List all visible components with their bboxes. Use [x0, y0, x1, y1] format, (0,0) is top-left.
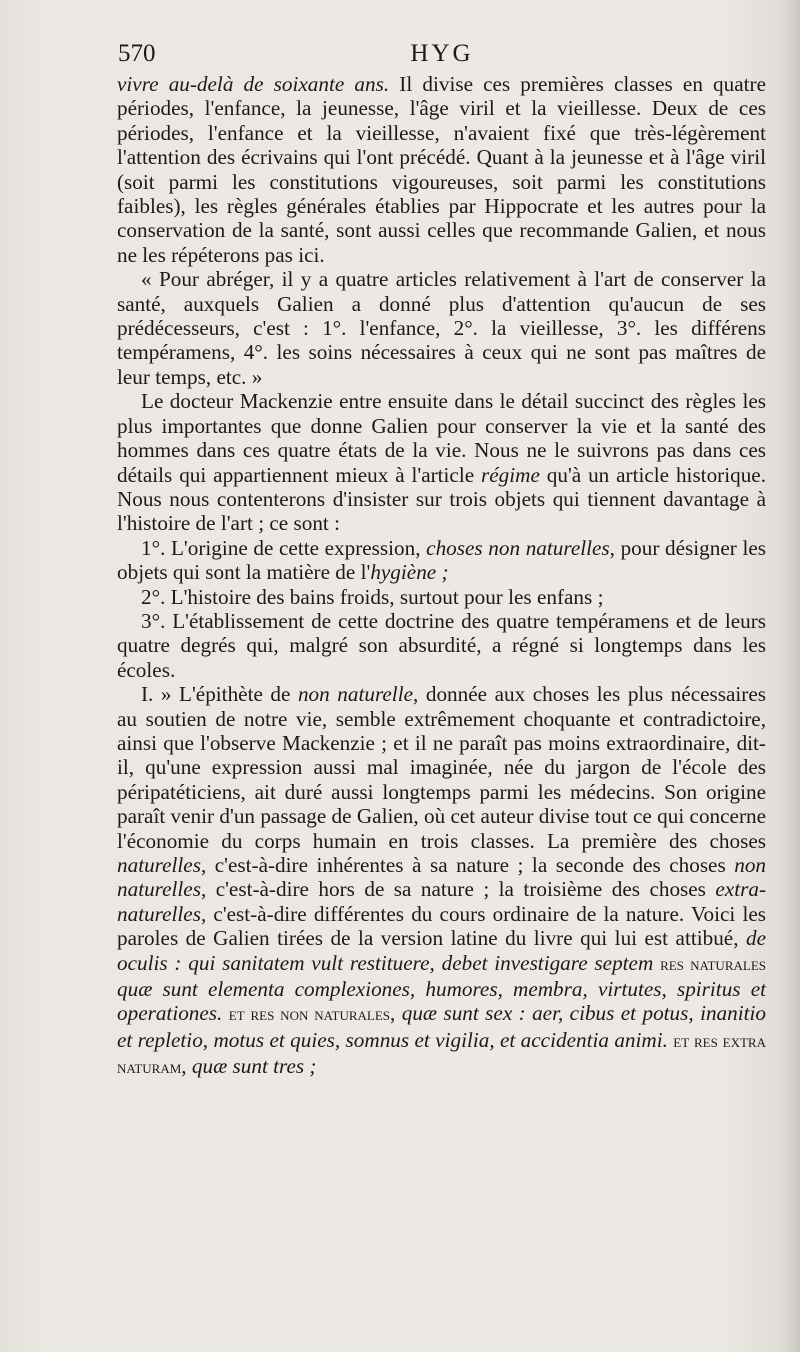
- italic-text: de oculis : qui sanitatem vult restituere, debet investigare septem: [117, 926, 766, 975]
- body-text: [117, 72, 766, 1081]
- paragraph: [117, 609, 766, 682]
- text-run: , c'est-à-dire différentes du cours ordinaire de la nature. Voici les paroles de Galien tirées de la version latine du livre qui lui est attibué,: [117, 901, 766, 951]
- italic-text: quæ sunt elementa complexiones, humores, membra, virtutes, spiritus et operationes.: [117, 977, 766, 1026]
- text-run: I. » L'épithète de: [141, 682, 298, 707]
- italic-text: choses non naturelles: [426, 535, 610, 560]
- italic-text: naturelles: [117, 853, 201, 877]
- text-run: ,: [181, 1054, 192, 1079]
- page-number: 570: [118, 40, 156, 67]
- italic-text: non naturelles: [117, 853, 766, 902]
- text-run: 3°. L'établissement de cette doctrine des quatre tempéramens et de leurs quatre degrés qui, malgré son absurdité, a régné si longtemps dans les écoles.: [117, 608, 766, 682]
- paragraph: [117, 267, 766, 389]
- text-run: qu'à un article historique. Nous nous contenterons d'insister sur trois objets qui tiennent davantage à l'histoire de l'art ; ce sont :: [117, 462, 766, 536]
- italic-text: non naturelle: [297, 682, 413, 707]
- page-edge-shadow: [782, 0, 800, 1352]
- italic-text: vivre au-delà de soixante ans.: [117, 72, 390, 96]
- text-run: 1°. L'origine de cette expression,: [141, 535, 427, 560]
- page-header: [118, 40, 766, 74]
- text-run: , c'est-à-dire hors de sa nature ; la troisième des choses: [200, 877, 716, 902]
- italic-text: hygiène ;: [370, 560, 449, 585]
- running-head: HYG: [410, 40, 474, 67]
- paragraph: [117, 536, 766, 585]
- small-caps-text: res naturales: [660, 953, 766, 975]
- paragraph: [117, 72, 766, 267]
- text-run: « Pour abréger, il y a quatre articles relativement à l'art de conserver la santé, auxquels Galien a donné plus d'attention qu'aucun de ses prédécesseurs, c'est : 1°. l'enfance, 2°. la vieillesse, 3°. les différens tempéramens, 4°. les soins nécessaires à ceux qui ne sont pas maîtres de leur temps, etc. »: [117, 267, 766, 389]
- italic-text: extra-naturelles: [117, 877, 766, 926]
- text-run: , donnée aux choses les plus nécessaires au soutien de notre vie, semble extrêmement choquante et contradictoire, ainsi que l'observe Mackenzie ; et il ne paraît pas moins extraordinaire, dit-il, qu'une expression aussi mal imaginée, née du jargon de l'école des péripatéticiens, ait duré aussi longtemps parmi les médecins. Son origine paraît venir d'un passage de Galien, où cet auteur divise tout ce qui concerne l'économie du corps humain en trois classes. La première des choses: [117, 682, 766, 853]
- paragraph: [117, 682, 766, 1081]
- paragraph: [117, 389, 766, 535]
- italic-text: quæ sunt tres ;: [191, 1054, 317, 1079]
- italic-text: régime: [481, 462, 540, 487]
- text-run: , c'est-à-dire inhérentes à sa nature ; la seconde des choses: [200, 853, 735, 877]
- text-run: , pour désigner les objets qui sont la matière de l': [117, 535, 766, 585]
- text-run: Le docteur Mackenzie entre ensuite dans le détail succinct des règles les plus importantes que donne Galien pour conserver la vie et la santé des hommes dans ces quatre états de la vie. Nous ne le suivrons pas dans ces détails qui appartiennent mieux à l'article: [117, 389, 766, 487]
- italic-text: quæ sunt sex : aer, cibus et potus, inanitio et repletio, motus et quies, somnus et vigilia, et accidentia animi.: [117, 1001, 767, 1052]
- small-caps-text: et res non naturales: [228, 1004, 391, 1026]
- text-run: 2°. L'histoire des bains froids, surtout pour les enfans ;: [141, 584, 604, 609]
- text-run: ,: [390, 1001, 402, 1026]
- paragraph: [117, 585, 766, 609]
- text-run: Il divise ces premières classes en quatre périodes, l'enfance, la jeunesse, l'âge viril et la vieillesse. Deux de ces périodes, l'enfance et la vieillesse, n'avaient fixé que très-légèrement l'attention des écrivains qui l'ont précédé. Quant à la jeunesse et à l'âge viril (soit parmi les constitutions vigoureuses, soit parmi les constitutions faibles), les règles générales établies par Hippocrate et les autres pour la conservation de la santé, sont aussi celles que recommande Galien, et nous ne les répéterons pas ici.: [117, 72, 766, 267]
- small-caps-text: et res extra naturam: [117, 1030, 766, 1079]
